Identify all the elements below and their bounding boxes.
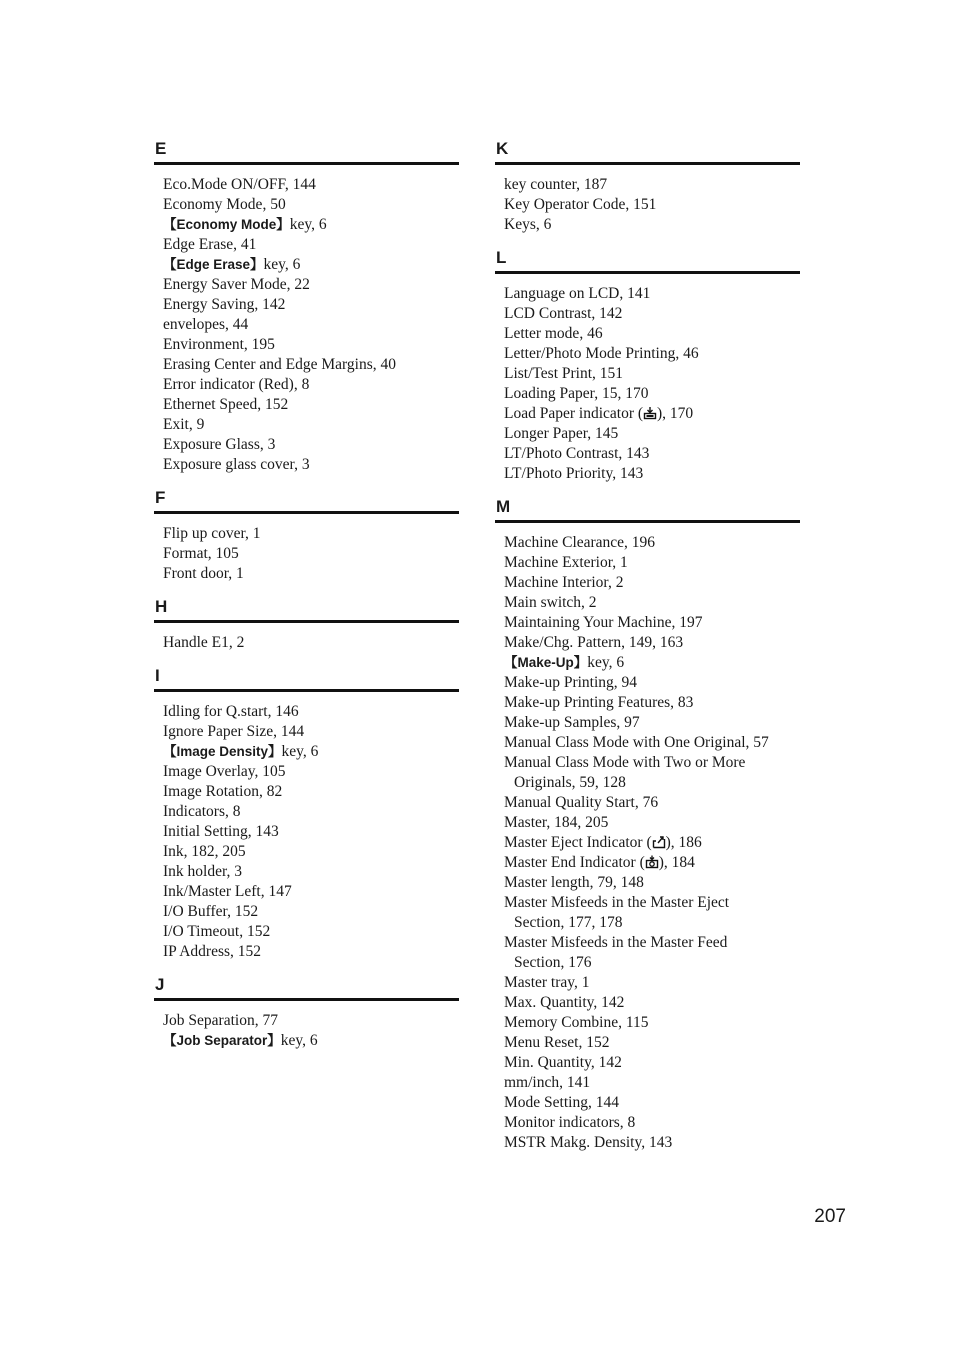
index-entry — [154, 564, 459, 584]
entry-text: Maintaining Your Machine, 197 — [504, 614, 703, 631]
entry-text: ), 170 — [657, 405, 694, 422]
entry-text: Manual Class Mode with Two or More — [504, 754, 746, 771]
index-entry — [495, 424, 800, 444]
index-entry — [495, 1073, 800, 1093]
entry-text: key, 6 — [263, 256, 301, 273]
entry-text: Loading Paper, 15, 170 — [504, 385, 649, 402]
load-paper-indicator-icon — [643, 405, 657, 422]
index-entry — [495, 533, 800, 553]
index-entry — [154, 702, 459, 722]
entry-text: Monitor indicators, 8 — [504, 1114, 636, 1131]
entry-text: IP Address, 152 — [163, 943, 262, 960]
section-divider — [154, 511, 459, 514]
entry-text: Eco.Mode ON/OFF, 144 — [163, 176, 316, 193]
index-entry — [154, 235, 459, 255]
entry-text: Exposure glass cover, 3 — [163, 456, 310, 473]
index-section-i — [154, 665, 459, 962]
entry-text: Ethernet Speed, 152 — [163, 396, 289, 413]
entry-text: I/O Timeout, 152 — [163, 923, 271, 940]
entry-text: Economy Mode, 50 — [163, 196, 286, 213]
entry-text: key, 6 — [280, 1032, 318, 1049]
index-entry — [495, 1093, 800, 1113]
entry-text: Master tray, 1 — [504, 974, 590, 991]
entry-text: Ignore Paper Size, 144 — [163, 723, 305, 740]
entry-text: Handle E1, 2 — [163, 634, 245, 651]
entry-text: Main switch, 2 — [504, 594, 597, 611]
index-entry — [495, 893, 800, 933]
entry-text: Language on LCD, 141 — [504, 285, 651, 302]
entry-text: Format, 105 — [163, 545, 239, 562]
entry-text: Exit, 9 — [163, 416, 205, 433]
index-entry — [154, 275, 459, 295]
entry-text: Exposure Glass, 3 — [163, 436, 276, 453]
index-entry — [495, 593, 800, 613]
entry-text: Erasing Center and Edge Margins, 40 — [163, 356, 397, 373]
key-name: 【Edge Erase】 — [163, 257, 264, 272]
index-entry — [154, 415, 459, 435]
index-section-h — [154, 596, 459, 653]
entry-text: Make-up Printing, 94 — [504, 674, 638, 691]
entry-text: Job Separation, 77 — [163, 1012, 278, 1029]
index-entry — [154, 195, 459, 215]
entry-text: Indicators, 8 — [163, 803, 241, 820]
index-entry — [495, 195, 800, 215]
entry-text: Ink/Master Left, 147 — [163, 883, 292, 900]
index-entry — [154, 633, 459, 653]
key-name: 【Job Separator】 — [163, 1033, 281, 1048]
entry-text: envelopes, 44 — [163, 316, 249, 333]
index-entry — [495, 1013, 800, 1033]
index-entry — [495, 993, 800, 1013]
index-entry — [154, 902, 459, 922]
index-entry — [495, 344, 800, 364]
index-entry — [495, 404, 800, 424]
entry-text: Load Paper indicator ( — [504, 405, 644, 422]
index-entry — [495, 793, 800, 813]
index-section-e — [154, 138, 459, 475]
entry-text: Max. Quantity, 142 — [504, 994, 625, 1011]
section-divider — [495, 520, 800, 523]
index-entry — [495, 1133, 800, 1153]
index-entry — [495, 1033, 800, 1053]
entry-text: Edge Erase, 41 — [163, 236, 257, 253]
entry-text: Key Operator Code, 151 — [504, 196, 657, 213]
entry-text: Energy Saver Mode, 22 — [163, 276, 310, 293]
page-number: 207 — [814, 1206, 846, 1227]
index-section-k — [495, 138, 800, 235]
index-entry — [154, 822, 459, 842]
index-entry — [495, 933, 800, 973]
entry-text: key, 6 — [281, 743, 319, 760]
entry-text: Manual Quality Start, 76 — [504, 794, 659, 811]
entry-text: LCD Contrast, 142 — [504, 305, 623, 322]
entry-text: Environment, 195 — [163, 336, 275, 353]
entry-text: Master Misfeeds in the Master Feed — [504, 934, 728, 951]
index-entry — [495, 553, 800, 573]
index-entry — [495, 713, 800, 733]
master-end-indicator-icon — [645, 854, 659, 871]
entry-continuation: Originals, 59, 128 — [514, 774, 626, 791]
section-divider — [154, 689, 459, 692]
entry-text: Letter mode, 46 — [504, 325, 603, 342]
entry-text: Ink, 182, 205 — [163, 843, 246, 860]
index-entry — [154, 544, 459, 564]
master-eject-indicator-icon — [652, 834, 666, 851]
index-entry — [495, 1053, 800, 1073]
entry-text: List/Test Print, 151 — [504, 365, 624, 382]
index-entry — [154, 782, 459, 802]
entry-text: Mode Setting, 144 — [504, 1094, 619, 1111]
index-entry — [154, 315, 459, 335]
entry-text: Master length, 79, 148 — [504, 874, 644, 891]
entry-text: Idling for Q.start, 146 — [163, 703, 299, 720]
entry-text: Min. Quantity, 142 — [504, 1054, 622, 1071]
key-name: 【Economy Mode】 — [163, 217, 290, 232]
index-entry — [154, 175, 459, 195]
index-section-l — [495, 247, 800, 484]
entry-text: Machine Clearance, 196 — [504, 534, 656, 551]
entry-text: ), 186 — [665, 834, 702, 851]
section-letter: K — [496, 139, 509, 158]
entry-text: Master, 184, 205 — [504, 814, 609, 831]
index-entry — [154, 1031, 459, 1051]
entry-text: LT/Photo Contrast, 143 — [504, 445, 650, 462]
entry-text: Front door, 1 — [163, 565, 244, 582]
entry-continuation: Section, 176 — [514, 954, 592, 971]
section-divider — [154, 998, 459, 1001]
index-entry — [495, 284, 800, 304]
index-entry — [495, 613, 800, 633]
section-divider — [495, 271, 800, 274]
index-entry — [154, 802, 459, 822]
index-entry — [154, 255, 459, 275]
entry-text: MSTR Makg. Density, 143 — [504, 1134, 673, 1151]
section-letter: L — [496, 248, 507, 267]
index-entry — [154, 762, 459, 782]
index-entry — [495, 1113, 800, 1133]
section-letter: E — [155, 139, 167, 158]
index-entry — [154, 455, 459, 475]
index-entry — [495, 464, 800, 484]
entry-text: I/O Buffer, 152 — [163, 903, 259, 920]
entry-text: ), 184 — [658, 854, 695, 871]
index-entry — [495, 693, 800, 713]
index-entry — [495, 833, 800, 853]
index-entry — [154, 435, 459, 455]
index-section-m — [495, 496, 800, 1153]
index-entry — [495, 384, 800, 404]
index-entry — [154, 862, 459, 882]
entry-text: LT/Photo Priority, 143 — [504, 465, 644, 482]
entry-text: Energy Saving, 142 — [163, 296, 286, 313]
entry-text: Initial Setting, 143 — [163, 823, 279, 840]
index-entry — [495, 673, 800, 693]
entry-text: key, 6 — [289, 216, 327, 233]
entry-text: Letter/Photo Mode Printing, 46 — [504, 345, 699, 362]
index-entry — [154, 215, 459, 235]
entry-text: Make/Chg. Pattern, 149, 163 — [504, 634, 684, 651]
key-name: 【Image Density】 — [163, 744, 282, 759]
index-entry — [154, 1011, 459, 1031]
entry-text: Image Overlay, 105 — [163, 763, 286, 780]
index-entry — [495, 573, 800, 593]
index-entry — [495, 304, 800, 324]
section-divider — [495, 162, 800, 165]
index-entry — [154, 335, 459, 355]
section-letter: F — [155, 488, 166, 507]
key-name: 【Make-Up】 — [504, 655, 588, 670]
section-divider — [154, 162, 459, 165]
entry-text: Ink holder, 3 — [163, 863, 243, 880]
entry-text: Image Rotation, 82 — [163, 783, 283, 800]
index-entry — [154, 375, 459, 395]
entry-text: key, 6 — [587, 654, 625, 671]
entry-text: Error indicator (Red), 8 — [163, 376, 310, 393]
index-entry — [154, 722, 459, 742]
index-entry — [495, 753, 800, 793]
entry-text: key counter, 187 — [504, 176, 608, 193]
index-entry — [154, 395, 459, 415]
index-entry — [495, 973, 800, 993]
index-entry — [154, 882, 459, 902]
entry-text: Master Misfeeds in the Master Eject — [504, 894, 730, 911]
section-letter: H — [155, 597, 168, 616]
index-entry — [154, 842, 459, 862]
entry-text: Manual Class Mode with One Original, 57 — [504, 734, 769, 751]
index-section-j — [154, 974, 459, 1051]
index-entry — [154, 742, 459, 762]
index-entry — [495, 733, 800, 753]
entry-text: Master End Indicator ( — [504, 854, 645, 871]
section-letter: M — [496, 497, 511, 516]
index-entry — [495, 175, 800, 195]
index-entry — [495, 853, 800, 873]
index-entry — [154, 922, 459, 942]
entry-text: Machine Exterior, 1 — [504, 554, 628, 571]
section-letter: I — [155, 666, 160, 685]
index-entry — [495, 324, 800, 344]
entry-text: Menu Reset, 152 — [504, 1034, 610, 1051]
index-column-right — [495, 138, 800, 1165]
index-column-left — [154, 138, 459, 1063]
index-section-f — [154, 487, 459, 584]
entry-text: Memory Combine, 115 — [504, 1014, 649, 1031]
entry-text: Make-up Samples, 97 — [504, 714, 640, 731]
index-entry — [154, 524, 459, 544]
entry-text: Machine Interior, 2 — [504, 574, 624, 591]
index-entry — [154, 295, 459, 315]
index-entry — [495, 444, 800, 464]
index-entry — [495, 813, 800, 833]
index-entry — [495, 215, 800, 235]
entry-text: Keys, 6 — [504, 216, 552, 233]
index-entry — [154, 355, 459, 375]
entry-text: mm/inch, 141 — [504, 1074, 591, 1091]
index-entry — [495, 653, 800, 673]
entry-text: Master Eject Indicator ( — [504, 834, 652, 851]
entry-text: Make-up Printing Features, 83 — [504, 694, 694, 711]
section-divider — [154, 620, 459, 623]
section-letter: J — [155, 975, 165, 994]
entry-continuation: Section, 177, 178 — [514, 914, 623, 931]
index-entry — [495, 873, 800, 893]
entry-text: Longer Paper, 145 — [504, 425, 619, 442]
index-entry — [495, 633, 800, 653]
index-entry — [495, 364, 800, 384]
entry-text: Flip up cover, 1 — [163, 525, 261, 542]
index-entry — [154, 942, 459, 962]
